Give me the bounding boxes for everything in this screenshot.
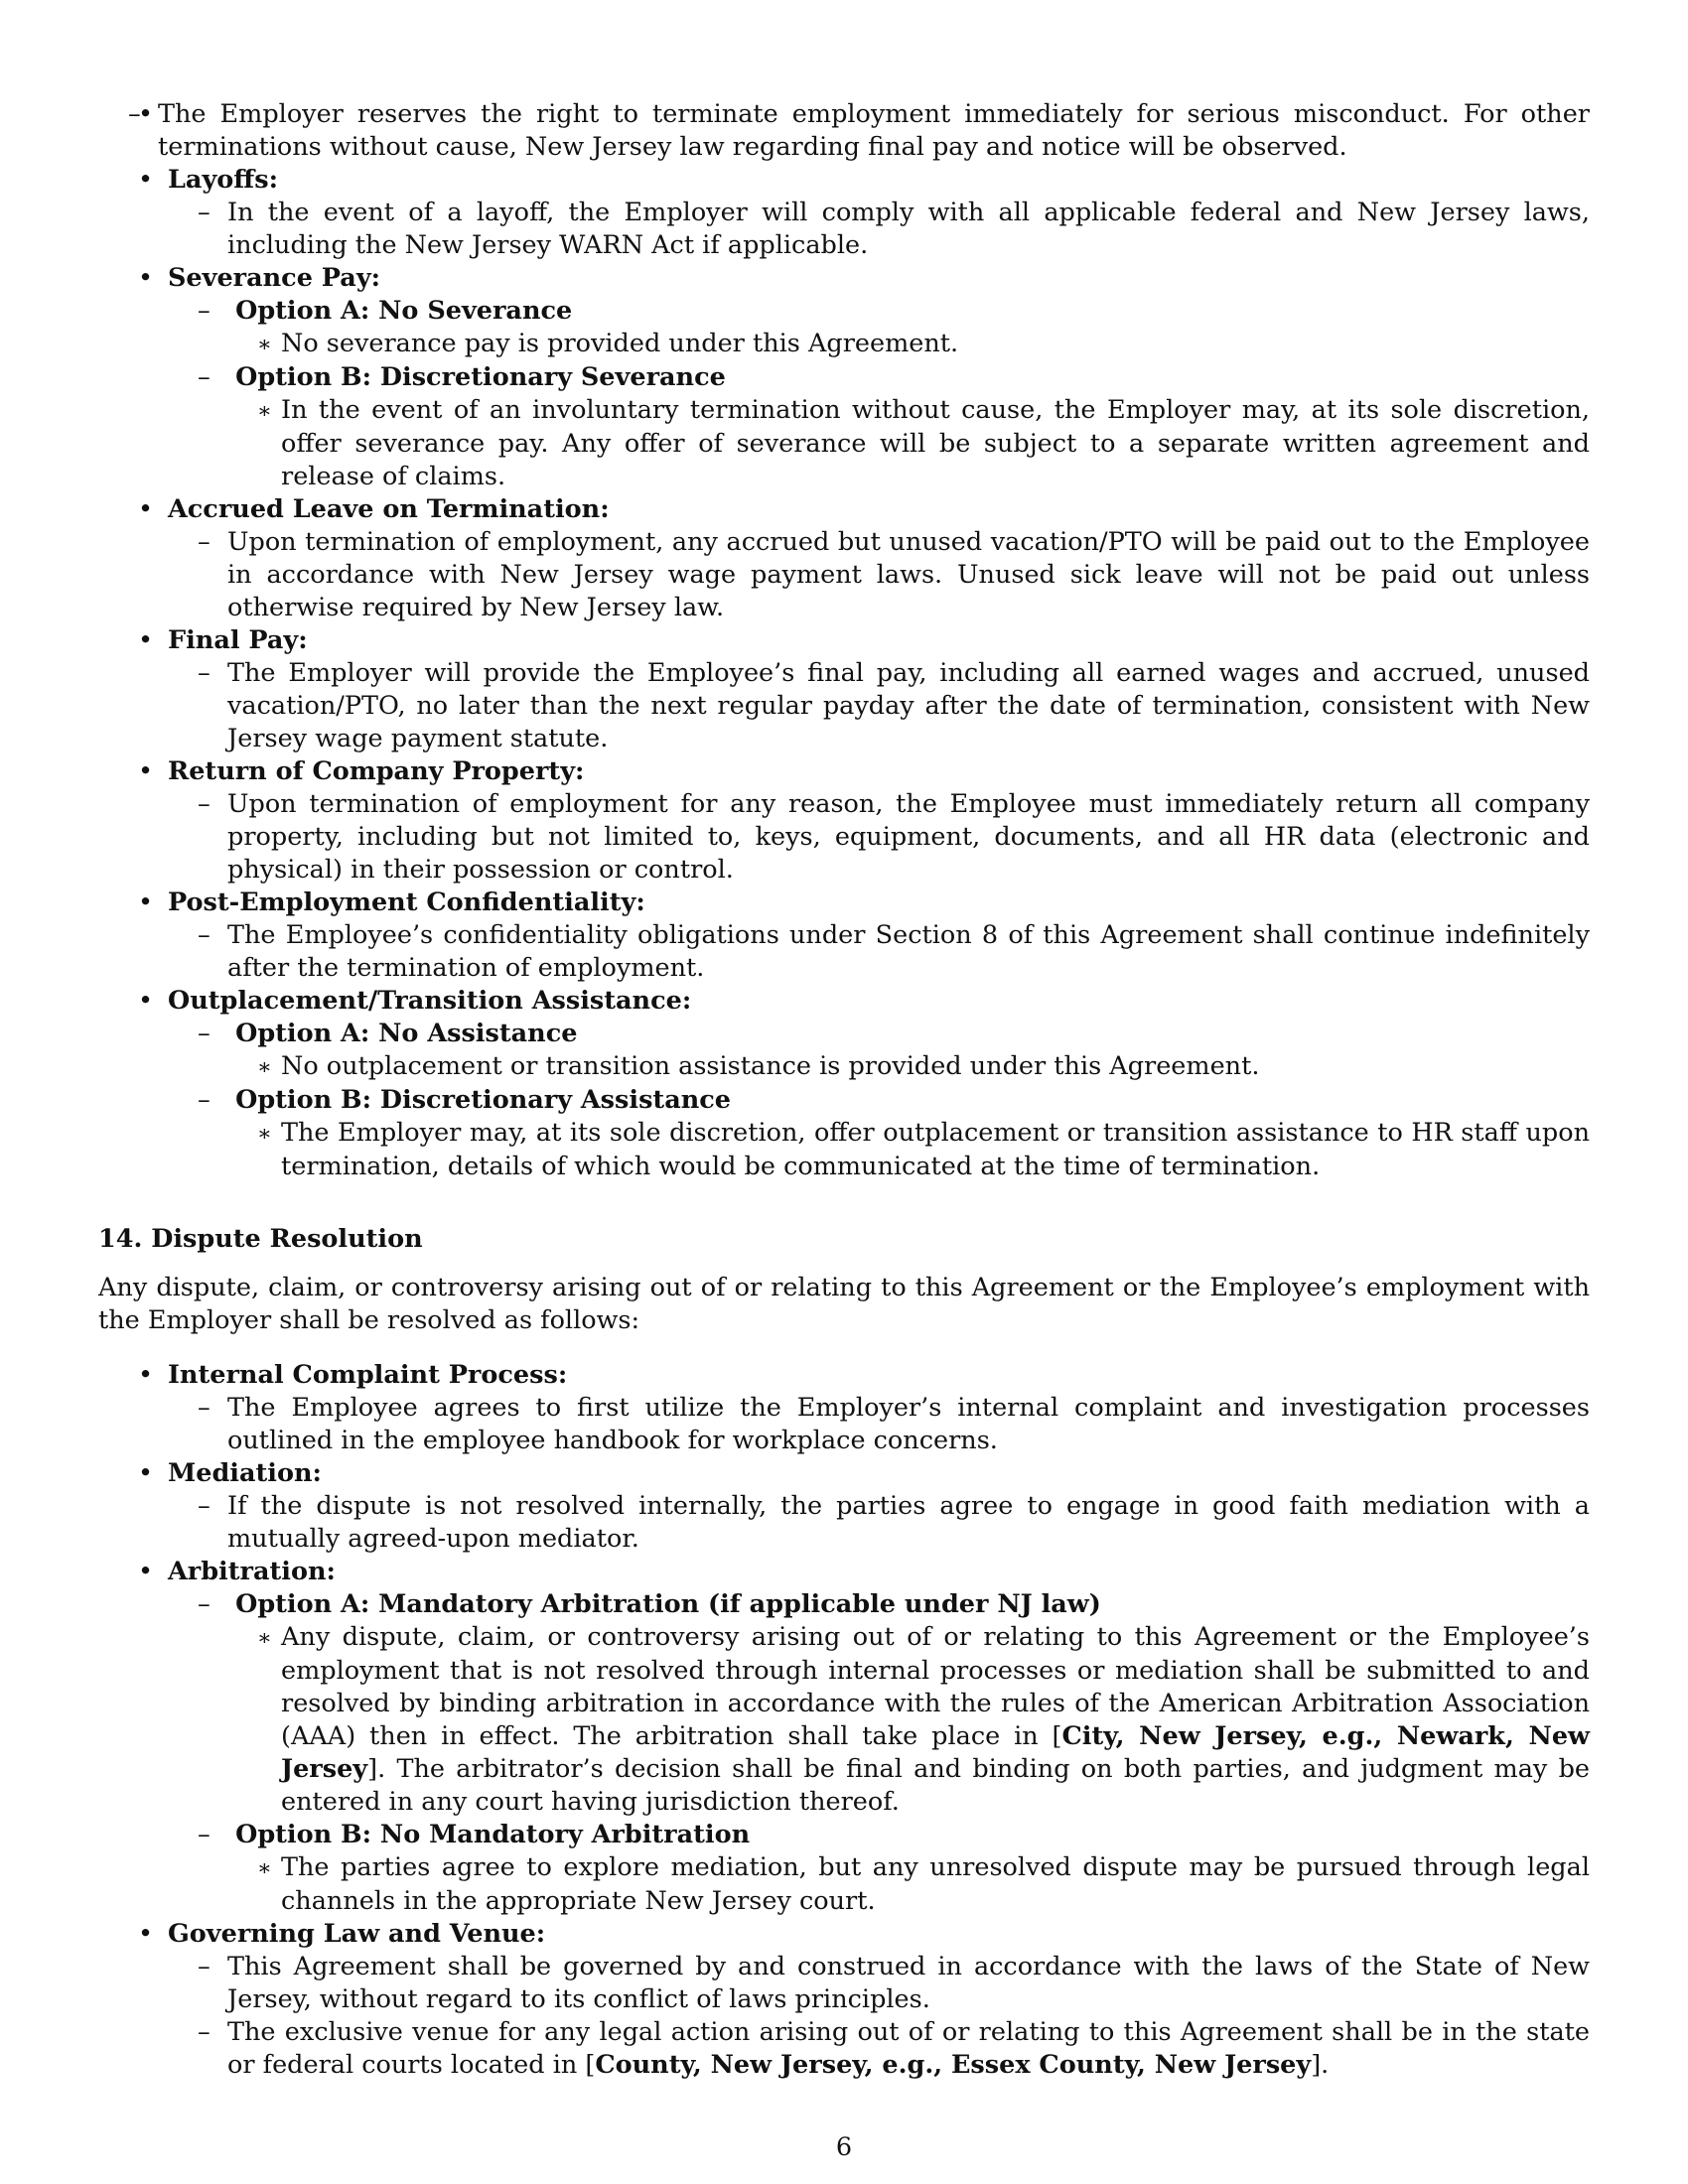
internal-complaint-text: – The Employee agrees to first utilize the Employer’s internal complaint and investigation processes outlined in the employee handbook for workplace concerns. — [98, 1392, 1590, 1457]
internal-complaint-label: Internal Complaint Process: — [168, 1360, 568, 1390]
list-item-misconduct: – • The Employer reserves the right to terminate employment immediately for serious misconduct. For other terminations without cause, New Jersey law regarding final pay and notice will be observed. — [29, 98, 1590, 164]
outplacement-option-b — [98, 1084, 1590, 1183]
accrued-leave-label: Accrued Leave on Termination: — [168, 494, 610, 524]
list-item — [98, 98, 1590, 164]
list-item-return-property — [98, 755, 1590, 887]
severance-option-b-label: Option B: Discretionary Severance — [235, 362, 726, 392]
arbitration-option-a-label: Option A: Mandatory Arbitration (if applicable under NJ law) — [235, 1589, 1101, 1619]
outplacement-option-a-label: Option A: No Assistance — [235, 1019, 578, 1048]
final-pay-text: – The Employer will provide the Employee’s final pay, including all earned wages and accrued, unused vacation/PTO, no later than the next regular payday after the date of termination, consistent with New Jersey wage payment statute. — [98, 657, 1590, 755]
list-item-outplacement — [98, 985, 1590, 1183]
arbitration-option-a-text — [98, 1621, 1590, 1819]
arbitration-city-placeholder: City, New Jersey, e.g., Newark, New Jersey — [281, 1721, 1590, 1784]
list-item-governing-law — [98, 1918, 1590, 2082]
list-item-accrued-leave — [98, 493, 1590, 624]
severance-option-a — [98, 295, 1590, 361]
severance-option-a-text: ∗ No severance pay is provided under this Agreement. — [98, 328, 1590, 361]
list-item-internal-complaint — [98, 1359, 1590, 1457]
outplacement-option-a — [98, 1018, 1590, 1084]
venue-text — [98, 2016, 1590, 2082]
post-confidentiality-label: Post-Employment Confidentiality: — [168, 887, 645, 917]
section-intro: Any dispute, claim, or controversy arising out of or relating to this Agreement or the Employee’s employment with the Employer shall be resolved as follows: — [98, 1273, 1590, 1335]
governing-law-label: Governing Law and Venue: — [168, 1919, 546, 1949]
list-item-mediation — [98, 1457, 1590, 1556]
venue-county-placeholder: County, New Jersey, e.g., Essex County, New Jersey — [595, 2050, 1312, 2080]
outplacement-option-a-text: ∗ No outplacement or transition assistance is provided under this Agreement. — [98, 1050, 1590, 1084]
accrued-leave-text: – Upon termination of employment, any accrued but unused vacation/PTO will be paid out to the Employee in accordance with New Jersey wage payment laws. Unused sick leave will not be paid out unless otherwise required by New Jersey law. — [98, 526, 1590, 624]
list-item-final-pay — [98, 624, 1590, 755]
arbitration-option-a — [98, 1588, 1590, 1819]
post-confidentiality-text: – The Employee’s confidentiality obligations under Section 8 of this Agreement shall continue indefinitely after the termination of employment. — [98, 919, 1590, 985]
mediation-text: – If the dispute is not resolved internally, the parties agree to engage in good faith mediation with a mutually agreed-upon mediator. — [98, 1490, 1590, 1556]
outplacement-option-b-label: Option B: Discretionary Assistance — [235, 1085, 732, 1115]
page-number: 6 — [835, 2132, 853, 2162]
venue-text-part-1: The exclusive venue for any legal action arising out of or relating to this Agreement shall be in the state or federal courts located in [ — [227, 2017, 1590, 2080]
arbitration-text-part-2: ]. The arbitrator’s decision shall be final and binding on both parties, and judgment may be entered in any court having jurisdiction thereof. — [281, 1754, 1590, 1817]
arbitration-option-b-text: ∗ The parties agree to explore mediation, but any unresolved dispute may be pursued through legal channels in the appropriate New Jersey court. — [98, 1851, 1590, 1918]
list-item-arbitration — [98, 1556, 1590, 1918]
severance-option-a-label: Option A: No Severance — [235, 296, 573, 326]
arbitration-option-b-label: Option B: No Mandatory Arbitration — [235, 1820, 751, 1849]
arbitration-option-b — [98, 1819, 1590, 1918]
layoffs-label: Layoffs: — [168, 165, 278, 195]
section-heading: 14. Dispute Resolution — [98, 1224, 423, 1254]
severance-option-b — [98, 361, 1590, 493]
arbitration-text-part-1: Any dispute, claim, or controversy arising out of or relating to this Agreement or the Employee’s employment that is not resolved through internal processes or mediation shall be submitted to and resolved by binding arbitration in accordance with the rules of the American Arbitration Association (AAA) then in effect. The arbitration shall take place in [ — [281, 1622, 1590, 1751]
return-property-text: – Upon termination of employment for any reason, the Employee must immediately return all company property, including but not limited to, keys, equipment, documents, and all HR data (electronic and physical) in their possession or control. — [98, 788, 1590, 887]
termination-list — [98, 98, 1590, 1183]
severance-option-b-text: ∗ In the event of an involuntary termination without cause, the Employer may, at its sole discretion, offer severance pay. Any offer of severance will be subject to a separate written agreement and release of claims. — [98, 394, 1590, 493]
return-property-label: Return of Company Property: — [168, 756, 585, 786]
final-pay-label: Final Pay: — [168, 625, 308, 655]
mediation-label: Mediation: — [168, 1458, 322, 1488]
document-page — [98, 98, 1590, 2082]
governing-law-text: – This Agreement shall be governed by and construed in accordance with the laws of the State of New Jersey, without regard to its conflict of laws principles. — [98, 1951, 1590, 2016]
list-item-post-confidentiality — [98, 887, 1590, 985]
venue-text-part-2: ]. — [1311, 2050, 1330, 2080]
dispute-list — [98, 1359, 1590, 2082]
arbitration-label: Arbitration: — [168, 1557, 336, 1586]
severance-label: Severance Pay: — [168, 263, 381, 293]
list-item-severance — [98, 262, 1590, 493]
list-item-layoffs — [98, 164, 1590, 262]
outplacement-label: Outplacement/Transition Assistance: — [168, 986, 692, 1016]
outplacement-option-b-text: ∗ The Employer may, at its sole discretion, offer outplacement or transition assistance to HR staff upon termination, details of which would be communicated at the time of termination. — [98, 1117, 1590, 1183]
layoffs-text: – In the event of a layoff, the Employer will comply with all applicable federal and New Jersey laws, including the New Jersey WARN Act if applicable. — [98, 197, 1590, 262]
